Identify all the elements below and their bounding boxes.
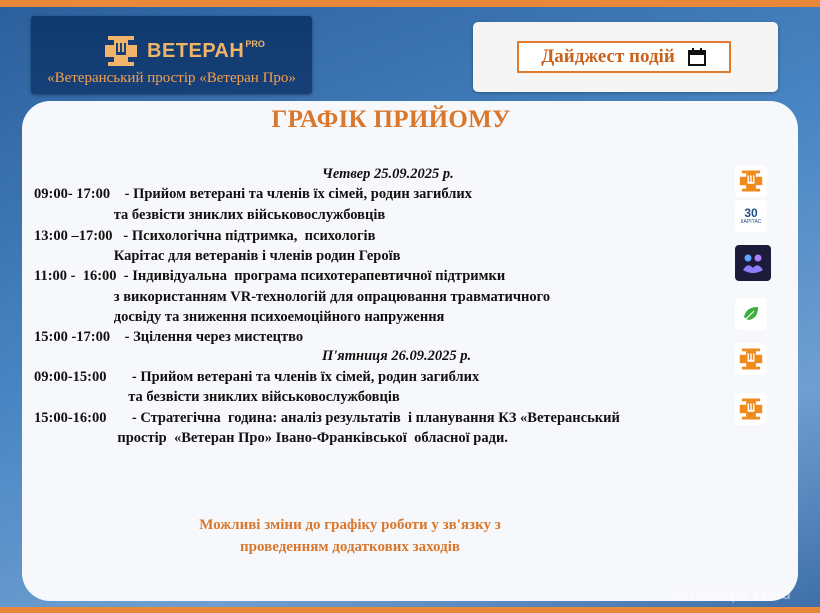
activation-watermark: Активація Wind <box>670 584 791 603</box>
header-subtitle: «Ветеранський простір «Ветеран Про» <box>47 70 296 86</box>
schedule-line: простір «Ветеран Про» Івано-Франківської обласної ради. <box>34 430 508 446</box>
leaf-logo-icon <box>735 298 767 330</box>
veteran-pro-logo-icon <box>735 165 767 197</box>
schedule-line: 09:00-15:00 - Прийом ветерані та членів їх сімей, родин загиблих <box>34 369 480 385</box>
schedule-line: з використанням VR-технологій для опрацювання травматичного <box>34 289 551 305</box>
veteran-pro-logo-icon <box>735 393 767 425</box>
calendar-icon <box>687 47 707 67</box>
schedule-line: 15:00-16:00 - Стратегічна година: аналіз результатів і планування КЗ «Ветеранський <box>34 410 620 426</box>
schedule-line: 09:00- 17:00 - Прийом ветерані та членів їх сімей, родин загиблих <box>34 186 472 202</box>
note-line-2: проведенням додаткових заходів <box>240 539 460 555</box>
day-heading-friday: П'ятниця 26.09.2025 р. <box>322 348 472 364</box>
schedule-note <box>120 514 580 558</box>
karitas-text: КАРІТАС <box>740 219 762 225</box>
digest-panel <box>473 22 778 92</box>
page-title: ГРАФІК ПРИЙОМУ <box>271 106 511 133</box>
day-heading-thursday: Четвер 25.09.2025 р. <box>322 166 454 182</box>
schedule-line: Карітас для ветеранів і членів родин Героїв <box>34 248 401 264</box>
brand-sup: PRO <box>245 39 265 49</box>
schedule-line: та безвісти зниклих військовослужбовців <box>34 207 386 223</box>
digest-label: Дайджест подій <box>541 46 675 67</box>
veteran-pro-header-logo[interactable] <box>31 16 312 94</box>
logo-row <box>101 36 265 66</box>
people-heart-logo-icon <box>735 245 771 281</box>
trident-emblem-icon <box>101 34 141 68</box>
brand-name: ВЕТЕРАН <box>147 39 245 62</box>
schedule-line: досвіду та зниження психоемоційного напруження <box>34 309 445 325</box>
schedule-line: 11:00 - 16:00 - Індивідуальна програма психотерапевтичної підтримки <box>34 268 506 284</box>
schedule-line: та безвісти зниклих військовослужбовців <box>34 389 400 405</box>
note-line-1: Можливі зміни до графіку роботи у зв'язку з <box>199 517 501 533</box>
veteran-pro-logo-icon <box>735 343 767 375</box>
karitas-30-logo-icon <box>735 200 767 232</box>
schedule-line: 15:00 -17:00 - Зцілення через мистецтво <box>34 329 304 345</box>
digest-button[interactable] <box>517 41 731 73</box>
karitas-number: 30 <box>744 206 758 220</box>
schedule-line: 13:00 –17:00 - Психологічна підтримка, психологів <box>34 228 376 244</box>
